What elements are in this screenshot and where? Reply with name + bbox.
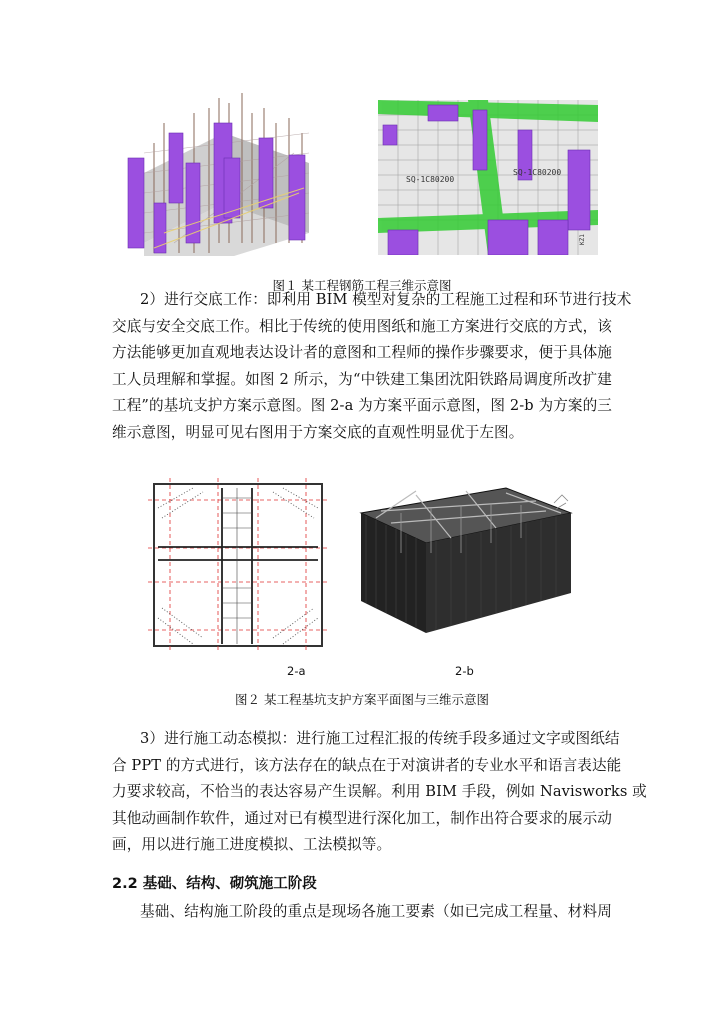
figure2a-plan-drawing <box>148 478 328 652</box>
figure2-caption: 图２ 某工程基坑支护方案平面图与三维示意图 <box>235 692 489 707</box>
paragraph-line: 方法能够更加直观地表达设计者的意图和工程师的操作步骤要求，便于具体施 <box>112 344 612 362</box>
figure1-caption: 图１ 某工程钢筋工程三维示意图 <box>272 278 452 293</box>
paragraph-line: 工人员理解和掌握。如图 2 所示，为“中铁建工集团沈阳铁路局调度所改扩建 <box>112 370 612 388</box>
paragraph-handover <box>112 287 632 447</box>
paragraph-line: 基础、结构施工阶段的重点是现场各施工要素（如已完成工程量、材料周 <box>140 903 612 920</box>
paragraph-line: 工程”的基坑支护方案示意图。图 2-a 为方案平面示意图，图 2-b 为方案的三 <box>112 397 612 415</box>
section-heading: 2.2 基础、结构、砌筑施工阶段 <box>112 876 317 892</box>
figure1-right-plan-model <box>378 100 598 255</box>
paragraph-simulation <box>112 726 647 859</box>
paragraph-line: 力要求较高，不恰当的表达容易产生误解。利用 BIM 手段，例如 Navisworks 或 <box>112 783 647 801</box>
figure2b-label: 2-b <box>455 664 474 678</box>
figure2a-label: 2-a <box>287 664 306 678</box>
paragraph-line: 交底与安全交底工作。相比于传统的使用图纸和施工方案进行交底的方式，该 <box>112 317 612 335</box>
paragraph-line: 画，用以进行施工进度模拟、工法模拟等。 <box>112 836 392 854</box>
paragraph-line: 2）进行交底工作：即利用 BIM 模型对复杂的工程施工过程和环节进行技术 <box>140 291 632 308</box>
paragraph-line: 3）进行施工动态模拟：进行施工过程汇报的传统手段多通过文字或图纸结 <box>140 730 620 747</box>
paragraph-line: 维示意图，明显可见右图用于方案交底的直观性明显优于左图。 <box>112 423 524 441</box>
figure2b-3d-support-model <box>356 483 576 633</box>
figure1-right-label-3: KZ1 <box>579 234 586 245</box>
figure1-right-label-1: SQ-1C80200 <box>406 175 455 184</box>
paragraph-line: 其他动画制作软件，通过对已有模型进行深化加工，制作出符合要求的展示动 <box>112 809 612 827</box>
paragraph-foundation <box>112 899 612 926</box>
figure1-left-rebar-model <box>124 93 324 256</box>
paragraph-line: 合 PPT 的方式进行，该方法存在的缺点在于对演讲者的专业水平和语言表达能 <box>112 756 622 774</box>
figure1-right-label-2: SQ-1C80200 <box>513 168 562 177</box>
